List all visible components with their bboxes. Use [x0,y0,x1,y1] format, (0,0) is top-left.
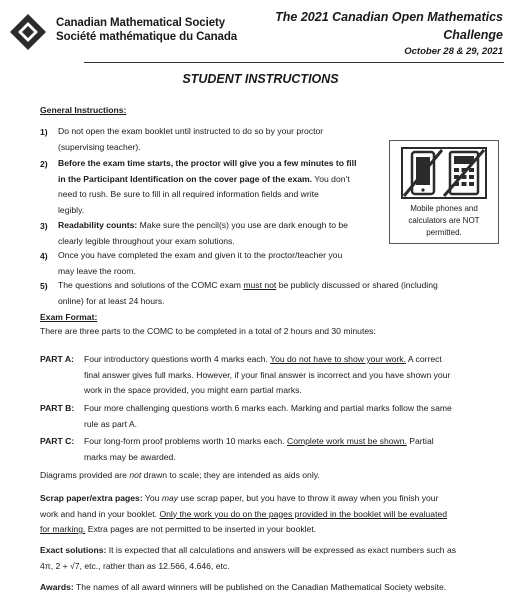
scrap-b: use scrap paper, but you have to throw it away when you finish your [178,493,439,503]
part-a-label: PART A: [40,354,74,364]
cms-logo [8,12,48,52]
part-a-text [84,352,512,399]
part-b-label: PART B: [40,403,75,413]
diagrams-italic: not [129,470,142,480]
part-a-rest: A correct [405,354,442,364]
part-c-first: Four long-form proof problems worth 10 marks each. [84,436,287,446]
item-2-line-3: need to rush. Be sure to fill in all required information fields and write [58,189,319,199]
scrap-line3u: for marking. [40,524,86,534]
notice-line-2: calculators are NOT [408,216,480,225]
item-1-line-2: (supervising teacher). [58,141,141,152]
item-4-text [58,248,388,279]
diagrams-a: Diagrams provided are [40,470,130,480]
item-2-tail: You don’t [312,173,350,184]
scrap-line3b: Extra pages are not permitted to be inserted in your booklet. [85,524,317,534]
item-2-line-4: legibly. [58,204,85,215]
item-5-number: 5) [40,281,48,291]
notice-line-3: permitted. [426,228,462,237]
scrap-a: You [142,493,162,503]
notice-line-1: Mobile phones and [410,204,478,213]
header-rule [84,62,504,63]
item-4-line-1: Once you have completed the exam and given it to the proctor/teacher you [58,250,343,260]
part-a-underlined: You do not have to show your work. [270,354,406,364]
exam-format-intro: There are three parts to the COMC to be completed in a total of 2 hours and 30 minutes: [40,326,376,336]
society-name-fr: Société mathématique du Canada [56,31,238,43]
item-2-bold-line-2: in the Participant Identification on the cover page of the exam. [58,173,313,184]
society-name-en: Canadian Mathematical Society [56,17,226,29]
part-b-line-1: Four more challenging questions worth 6 marks each. Marking and partial marks follow the same [84,403,452,413]
scrap-line2a: work and hand in your booklet. [40,508,160,519]
item-5-line-2: online) for at least 24 hours. [58,295,165,306]
exact-solutions-note [40,543,515,574]
contest-title-line2: Challenge [443,28,503,42]
item-2-text [58,156,388,218]
scrap-line2u: Only the work you do on the pages provided in the booklet will be evaluated [159,508,448,519]
item-4-number: 4) [40,251,48,261]
exam-format-heading: Exam Format: [40,312,98,322]
contest-title-line1: The 2021 Canadian Open Mathematics [275,10,503,24]
exact-label: Exact solutions: [40,545,107,555]
awards-text: The names of all award winners will be published on the Canadian Mathematical Society website. [73,582,447,592]
diagrams-b: drawn to scale; they are intended as aids only. [141,470,320,480]
part-c-underlined: Complete work must be shown. [287,436,407,446]
item-2-number: 2) [40,159,48,169]
item-3-bold-lead: Readability counts: [58,220,138,230]
item-3-first: Make sure the pencil(s) you use are dark enough to be [137,220,348,230]
item-5-underlined: must not [243,280,277,290]
notice-text [390,203,498,239]
item-3-number: 3) [40,221,48,231]
no-devices-notice [389,140,499,244]
awards-label: Awards: [40,582,74,592]
part-c-line-2: marks may be awarded. [84,451,176,462]
part-a-line-2: final answer gives full marks. However, if your final answer is incorrect and you have shown your [84,369,451,380]
no-phone-no-calculator-icon [400,146,488,200]
item-5-first: The questions and solutions of the COMC exam [58,280,244,290]
exact-line2: 4π, 2 + √7, etc., rather than as 12.566, 4.646, etc. [40,560,230,571]
contest-dates: October 28 & 29, 2021 [404,46,503,57]
item-1-text [58,124,388,155]
item-1-line-1: Do not open the exam booklet until instructed to do so by your proctor [58,126,324,136]
scrap-italic: may [161,493,179,503]
part-a-line-3: work in the space provided, you might earn partial marks. [84,385,302,395]
awards-note [40,580,515,596]
item-2-bold-line-1: Before the exam time starts, the proctor will give you a few minutes to fill [58,158,357,168]
part-b-text [84,401,512,432]
item-5-text [58,278,508,309]
item-5-rest: be publicly discussed or shared (including [276,280,438,290]
item-1-number: 1) [40,127,48,137]
scrap-label: Scrap paper/extra pages: [40,493,143,503]
item-3-text [58,218,388,249]
part-c-rest: Partial [406,436,434,446]
part-c-label: PART C: [40,436,75,446]
item-4-line-2: may leave the room. [58,265,136,276]
diagrams-note [40,468,510,484]
exact-line1: It is expected that all calculations and answers will be expressed as exact numbers such as [106,545,457,555]
scrap-paper-note [40,491,515,538]
part-b-line-2: rule as part A. [84,418,138,429]
page-heading: STUDENT INSTRUCTIONS [182,72,339,86]
part-c-text [84,434,512,465]
general-instructions-heading: General Instructions: [40,105,127,115]
item-3-line-2: clearly legible throughout your exam solutions. [58,235,235,246]
part-a-first: Four introductory questions worth 4 marks each. [84,354,271,364]
